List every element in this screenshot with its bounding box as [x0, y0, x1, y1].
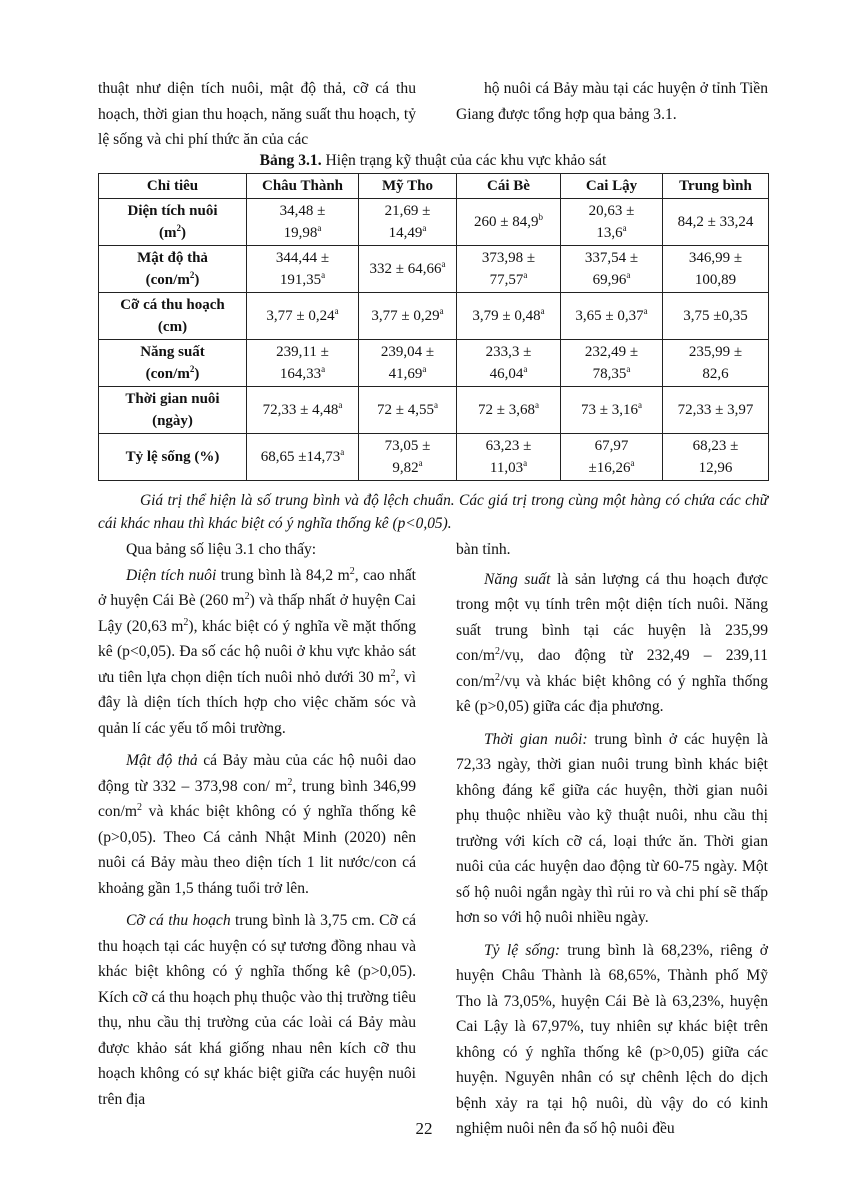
table-row [99, 246, 769, 293]
header-cell: Trung bình [663, 174, 769, 199]
table-cell: 21,69 ± 14,49$^a$ [359, 199, 457, 246]
table-cell: 239,11 ± 164,33$^a$ [247, 340, 359, 387]
paragraph: Mật độ thả cá Bảy màu của các hộ nuôi dao động từ 332 – 373,98 con/ $m^2$, trung bình 346,99 con/$m^2$ và khác biệt không có ý nghĩa thống kê (p>0,05). Theo Cá cảnh Nhật Minh (2020) nên nuôi cá Bảy màu theo diện tích 1 lit nước/con cá khoảng gần 1,5 tháng tuổi trở lên. [98, 752, 416, 897]
table-cell: 73,05 ± 9,82$^a$ [359, 434, 457, 481]
data-table [98, 173, 769, 481]
table-row [99, 199, 769, 246]
table-cell: 72,33 ± 3,97 [663, 387, 769, 434]
row-label: Năng suất $(con/m^2)$ [99, 340, 247, 387]
row-label: Cỡ cá thu hoạch (cm) [99, 293, 247, 340]
table-cell: 3,65 ± 0,37$^a$ [561, 293, 663, 340]
table-cell: 72,33 ± 4,48$^a$ [247, 387, 359, 434]
intro-left-column [98, 76, 416, 153]
table-caption-text: Hiện trạng kỹ thuật của các khu vực khảo sát [321, 152, 607, 169]
body-left-column [98, 537, 416, 1112]
table-cell: 72 ± 4,55$^a$ [359, 387, 457, 434]
table-cell: 3,77 ± 0,24$^a$ [247, 293, 359, 340]
table-cell: 63,23 ± 11,03$^a$ [457, 434, 561, 481]
table-cell: 3,77 ± 0,29$^a$ [359, 293, 457, 340]
table-cell: 68,65 ±14,73$^a$ [247, 434, 359, 481]
row-label: Mật độ thả $(con/m^2)$ [99, 246, 247, 293]
paragraph: bàn tỉnh. [456, 541, 511, 558]
header-cell: Mỹ Tho [359, 174, 457, 199]
table-cell: 346,99 ± 100,89 [663, 246, 769, 293]
intro-left-text: thuật như diện tích nuôi, mật độ thả, cỡ cá thu hoạch, thời gian thu hoạch, năng suất thu hoạch, tỷ lệ sống và chi phí thức ăn của các [98, 80, 416, 148]
row-label: Tỷ lệ sống (%) [99, 434, 247, 481]
table-row [99, 387, 769, 434]
paragraph: Năng suất là sản lượng cá thu hoạch được trong một vụ tính trên một diện tích nuôi. Năng suất trung bình tại các huyện là 235,99 con/$m^2/vụ$, dao động từ 232,49 – 239,11 con/$m^2/vụ$ và khác biệt không có ý nghĩa thống kê (p>0,05) giữa các địa phương. [456, 570, 769, 715]
table-note: Giá trị thể hiện là số trung bình và độ lệch chuẩn. Các giá trị trong cùng một hàng có chứa các chữ cái khác nhau thì khác biệt có ý nghĩa thống kê (p<0,05). [98, 492, 768, 532]
table-cell: 332 ± 64,66$^a$ [359, 246, 457, 293]
table-cell: 337,54 ± 69,96$^a$ [561, 246, 663, 293]
row-label: Thời gian nuôi (ngày) [99, 387, 247, 434]
table-row [99, 434, 769, 481]
table-cell: 34,48 ± 19,98$^a$ [247, 199, 359, 246]
table-cell: 20,63 ± 13,6$^a$ [561, 199, 663, 246]
header-cell: Cai Lậy [561, 174, 663, 199]
paragraph: Diện tích nuôi trung bình là 84,2 $m^2$, cao nhất ở huyện Cái Bè (260 $m^2$) và thấp nhất ở huyện Cai Lậy (20,63 $m^2$), khác biệt có ý nghĩa về mặt thống kê (p<0,05). Đa số các hộ nuôi ở khu vực khảo sát ưu tiên lựa chọn diện tích nuôi nhỏ dưới 30 $m^2$, vì đây là diện tích thích hợp cho việc chăm sóc và quản lí các yếu tố môi trường. [98, 565, 416, 737]
table-caption [98, 150, 768, 172]
page-number: 22 [415, 1119, 433, 1138]
row-label: Diện tích nuôi $(m^2)$ [99, 199, 247, 246]
table-row [99, 293, 769, 340]
table-cell: 239,04 ± 41,69$^a$ [359, 340, 457, 387]
paragraph: Tỷ lệ sống: trung bình là 68,23%, riêng ở huyện Châu Thành là 68,65%, Thành phố Mỹ Tho là 73,05%, huyện Cái Bè là 63,23%, huyện Cai Lậy là 67,97%, tuy nhiên sự khác biệt trên không có ý nghĩa thống kê (p>0,05) giữa các huyện. Nguyên nhân có sự chênh lệch do dịch bệnh xảy ra tại hộ nuôi, dù vậy do có kinh nghiệm nuôi nên đa số hộ nuôi đều [456, 941, 769, 1137]
paragraph: Cỡ cá thu hoạch trung bình là 3,75 cm. Cỡ cá thu hoạch tại các huyện có sự tương đồng nhau và khác biệt không có ý nghĩa thống kê (p>0,05). Kích cỡ cá thu hoạch phụ thuộc vào thị trường tiêu thụ, nhu cầu thị trường của các loài cá Bảy màu được khảo sát khá giống nhau nên kích cỡ thu hoạch không có sự khác biệt giữa các huyện nuôi trên địa [98, 912, 416, 1108]
header-cell: Chỉ tiêu [99, 174, 247, 199]
header-cell: Cái Bè [457, 174, 561, 199]
table-cell: 344,44 ± 191,35$^a$ [247, 246, 359, 293]
table-row [99, 340, 769, 387]
paragraph: Qua bảng số liệu 3.1 cho thấy: [126, 541, 317, 558]
header-cell: Châu Thành [247, 174, 359, 199]
table-cell: 73 ± 3,16$^a$ [561, 387, 663, 434]
table-cell: 68,23 ± 12,96 [663, 434, 769, 481]
table-header-row [99, 174, 769, 199]
table-cell: 232,49 ± 78,35$^a$ [561, 340, 663, 387]
intro-right-text: hộ nuôi cá Bảy màu tại các huyện ở tỉnh Tiền Giang được tổng hợp qua bảng 3.1. [456, 80, 768, 123]
table-cell: 260 ± 84,9$^b$ [457, 199, 561, 246]
intro-right-column [456, 76, 768, 127]
table-cell: 233,3 ± 46,04$^a$ [457, 340, 561, 387]
table-caption-label: Bảng 3.1. [259, 152, 322, 169]
body-right-column [456, 537, 768, 1142]
table-cell: 3,79 ± 0,48$^a$ [457, 293, 561, 340]
table-cell: 3,75 ±0,35 [663, 293, 769, 340]
table-cell: 373,98 ± 77,57$^a$ [457, 246, 561, 293]
table-cell: 67,97 ±16,26$^a$ [561, 434, 663, 481]
table-cell: 72 ± 3,68$^a$ [457, 387, 561, 434]
paragraph: Thời gian nuôi: trung bình ở các huyện là 72,33 ngày, thời gian nuôi trung bình khác biệt không đáng kể giữa các huyện, thời gian nuôi phụ thuộc nhiều vào kỹ thuật nuôi, nhu cầu thị trường với kích cỡ cá, loại thức ăn. Thời gian nuôi của các huyện dao động từ 60-75 ngày. Một số hộ nuôi ngắn ngày thì rủi ro và chi phí sẽ thấp hơn so với hộ nuôi nhiều ngày. [456, 730, 769, 926]
table-cell: 84,2 ± 33,24 [663, 199, 769, 246]
table-cell: 235,99 ± 82,6 [663, 340, 769, 387]
